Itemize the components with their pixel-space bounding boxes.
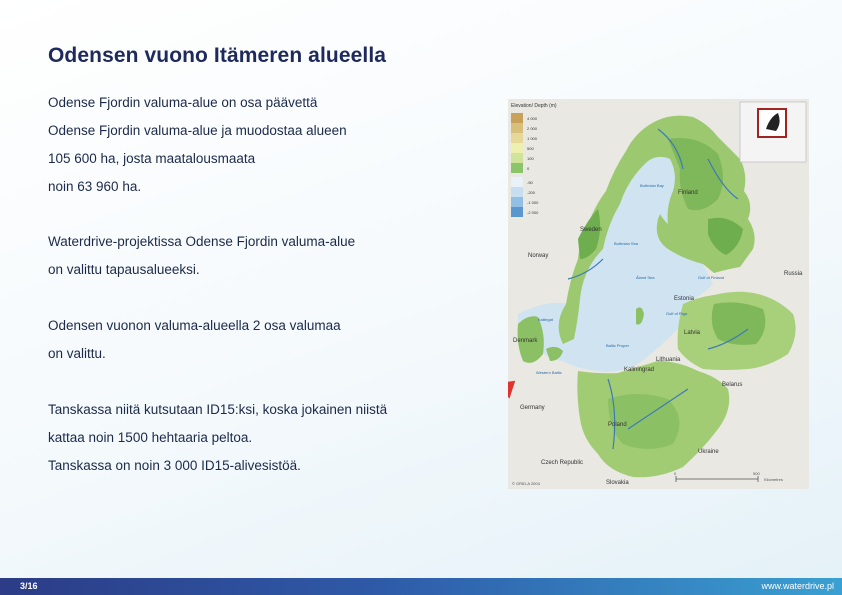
label-kattegat: Kattegat <box>538 317 553 322</box>
legend-swatch <box>511 133 523 143</box>
label-estonia: Estonia <box>674 296 695 302</box>
label-czech: Czech Republic <box>541 460 584 466</box>
label-bothnian-bay: Bothnian Bay <box>640 183 664 188</box>
text-line: 105 600 ha, josta maatalousmaata <box>48 151 256 166</box>
website-link[interactable]: www.waterdrive.pl <box>761 581 834 591</box>
text-line: on valittu. <box>48 346 106 361</box>
paragraph-id15 <box>48 396 387 480</box>
scale-unit: Kilometres <box>764 477 783 482</box>
legend-swatch <box>511 187 523 197</box>
text-line: Tanskassa niitä kutsutaan ID15:ksi, koska jokainen niistä <box>48 402 388 417</box>
baltic-map <box>508 99 809 489</box>
legend-value: 0 <box>527 166 530 171</box>
text-line: Tanskassa on noin 3 000 ID15-alivesistöä. <box>48 458 301 473</box>
label-finland: Finland <box>678 190 698 196</box>
paragraph-case-area <box>48 228 355 284</box>
legend-value: -1 000 <box>527 200 539 205</box>
label-ukraine: Ukraine <box>698 449 719 455</box>
label-bothnian-sea: Bothnian Sea <box>614 241 639 246</box>
label-slovakia: Slovakia <box>606 480 629 486</box>
label-germany: Germany <box>520 405 545 411</box>
text-line: on valittu tapausalueeksi. <box>48 262 200 277</box>
label-latvia: Latvia <box>684 330 701 336</box>
map-copyright: © GRID-A 2004 <box>512 481 540 486</box>
text-line: Waterdrive-projektissa Odense Fjordin valuma-alue <box>48 234 356 249</box>
slide-title: Odensen vuono Itämeren alueella <box>48 44 387 67</box>
legend-title: Elevation/ Depth (m) <box>511 103 557 109</box>
label-sweden: Sweden <box>580 227 602 233</box>
label-belarus: Belarus <box>722 382 743 388</box>
scale-zero: 0 <box>674 471 677 476</box>
legend-swatch <box>511 207 523 217</box>
legend-value: 1 000 <box>527 136 538 141</box>
paragraph-selection <box>48 312 341 368</box>
text-line: Odense Fjordin valuma-alue on osa päävettä <box>48 95 318 110</box>
label-baltic-proper: Baltic Proper <box>606 343 629 348</box>
legend-value: 2 000 <box>527 126 538 131</box>
scale-max: 500 <box>753 471 760 476</box>
legend-swatch <box>511 123 523 133</box>
legend-swatch <box>511 143 523 153</box>
label-poland: Poland <box>608 422 627 428</box>
label-lithuania: Lithuania <box>656 357 681 363</box>
label-gulf-finland: Gulf of Finland <box>698 275 725 280</box>
legend-value: -50 <box>527 180 533 185</box>
paragraph-catchment <box>48 89 347 201</box>
label-russia: Russia <box>784 271 803 277</box>
legend-swatch <box>511 113 523 123</box>
text-line: Odense Fjordin valuma-alue ja muodostaa alueen <box>48 123 347 138</box>
text-line: Odensen vuonon valuma-alueella 2 osa valumaa <box>48 318 341 333</box>
legend-swatch <box>511 163 523 173</box>
page-number: 3/16 <box>20 581 38 591</box>
label-western-baltic: Western Baltic <box>536 370 562 375</box>
label-denmark: Denmark <box>513 338 538 344</box>
legend-value: 100 <box>527 156 534 161</box>
label-aland-sea: Åland Sea <box>636 275 655 280</box>
legend-swatch <box>511 153 523 163</box>
legend-value: 4 000 <box>527 116 538 121</box>
label-gulf-riga: Gulf of Riga <box>666 311 688 316</box>
legend-swatch <box>511 197 523 207</box>
legend-value: 500 <box>527 146 534 151</box>
footer-bar <box>0 578 842 595</box>
legend-value: -200 <box>527 190 536 195</box>
legend-swatch <box>511 177 523 187</box>
text-line: kattaa noin 1500 hehtaaria peltoa. <box>48 430 253 445</box>
legend-value: -2 000 <box>527 210 539 215</box>
label-norway: Norway <box>528 253 549 259</box>
label-kaliningrad: Kaliningrad <box>624 367 655 373</box>
text-line: noin 63 960 ha. <box>48 179 142 194</box>
